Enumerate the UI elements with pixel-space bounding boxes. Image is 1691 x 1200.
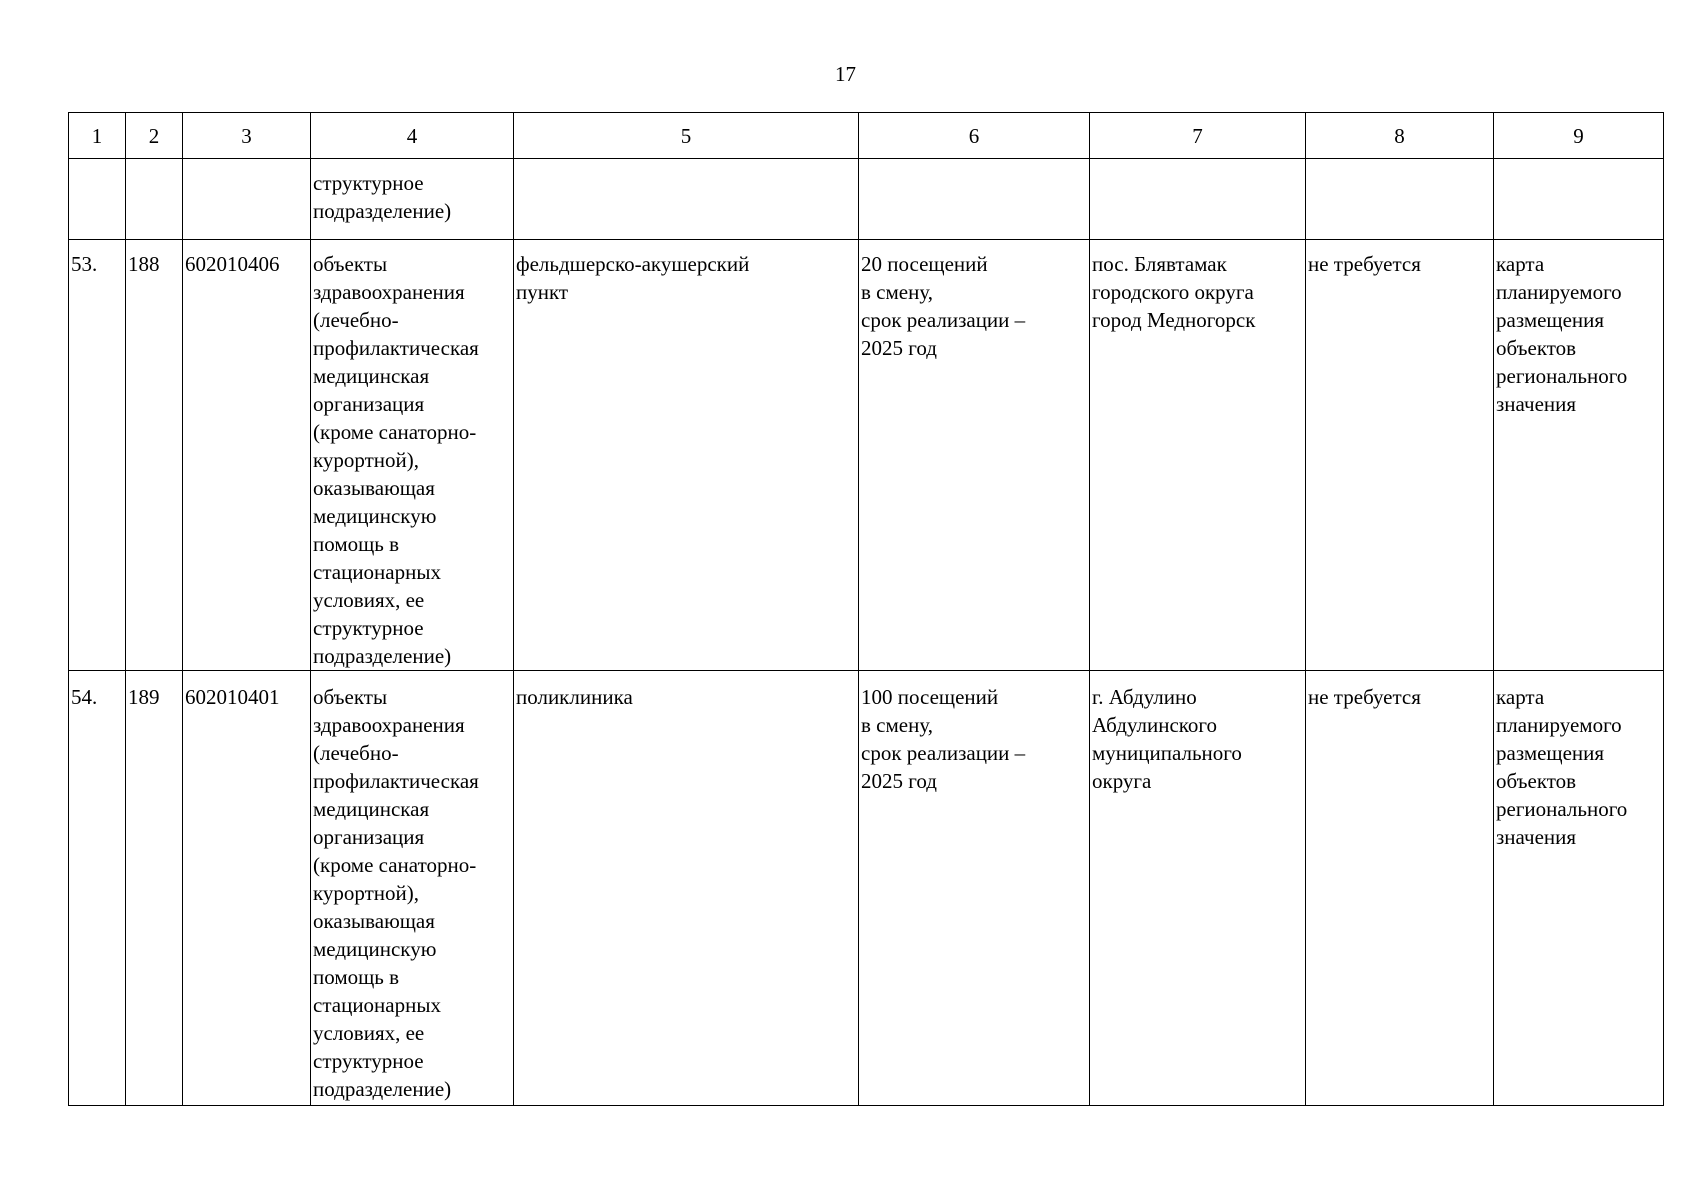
header-cell-6: 6 (859, 113, 1090, 159)
cell-col2: 189 (126, 671, 183, 1106)
cell-row-number: 53. (69, 240, 126, 671)
table-row-continuation (69, 159, 1664, 240)
cell-empty (1090, 159, 1306, 240)
cell-empty (69, 159, 126, 240)
cell-empty (1494, 159, 1664, 240)
cell-map: карта планируемого размещения объектов регионального значения (1494, 671, 1664, 1106)
cell-code: 602010406 (183, 240, 311, 671)
header-cell-7: 7 (1090, 113, 1306, 159)
cell-code: 602010401 (183, 671, 311, 1106)
header-cell-9: 9 (1494, 113, 1664, 159)
header-cell-2: 2 (126, 113, 183, 159)
cell-category: объекты здравоохранения (лечебно- профилактическая медицинская организация (кроме санаторно- курортной), оказывающая медицинскую помощь в стационарных условиях, ее структурное подразделение) (311, 671, 514, 1106)
header-cell-4: 4 (311, 113, 514, 159)
cell-empty (183, 159, 311, 240)
cell-capacity: 20 посещений в смену, срок реализации – 2025 год (859, 240, 1090, 671)
header-cell-5: 5 (514, 113, 859, 159)
cell-capacity: 100 посещений в смену, срок реализации – 2025 год (859, 671, 1090, 1106)
cell-object-name: поликлиника (514, 671, 859, 1106)
cell-empty (514, 159, 859, 240)
table-row (69, 240, 1664, 671)
cell-category-continuation: структурное подразделение) (311, 159, 514, 240)
cell-map: карта планируемого размещения объектов регионального значения (1494, 240, 1664, 671)
header-cell-1: 1 (69, 113, 126, 159)
header-cell-3: 3 (183, 113, 311, 159)
document-table (68, 112, 1664, 1106)
table-header-row (69, 113, 1664, 159)
cell-empty (1306, 159, 1494, 240)
cell-location: г. Абдулино Абдулинского муниципального округа (1090, 671, 1306, 1106)
cell-location: пос. Блявтамак городского округа город Медногорск (1090, 240, 1306, 671)
cell-object-name: фельдшерско-акушерский пункт (514, 240, 859, 671)
cell-category: объекты здравоохранения (лечебно- профилактическая медицинская организация (кроме санаторно- курортной), оказывающая медицинскую помощь в стационарных условиях, ее структурное подразделение) (311, 240, 514, 671)
cell-zone: не требуется (1306, 671, 1494, 1106)
cell-empty (859, 159, 1090, 240)
table-row (69, 671, 1664, 1106)
cell-empty (126, 159, 183, 240)
page-number: 17 (835, 62, 856, 86)
cell-col2: 188 (126, 240, 183, 671)
cell-row-number: 54. (69, 671, 126, 1106)
header-cell-8: 8 (1306, 113, 1494, 159)
cell-zone: не требуется (1306, 240, 1494, 671)
